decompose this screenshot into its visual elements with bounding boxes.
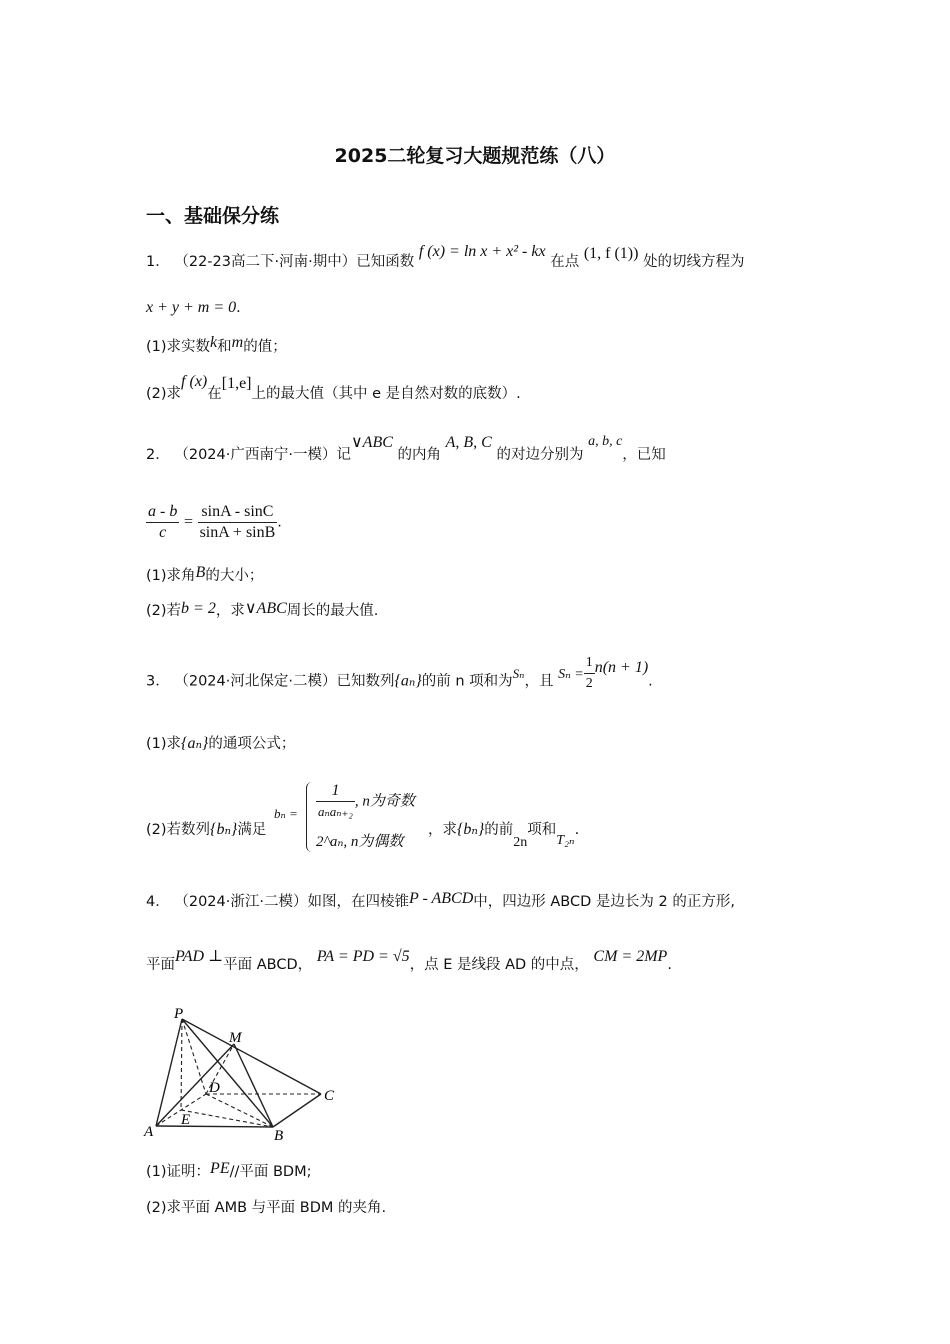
q1-part1-and: 和 <box>217 339 232 355</box>
q2-part2-text: (2)若 <box>146 603 182 619</box>
edge-PB <box>182 1019 273 1127</box>
q4-source: （2024·浙江·二模）如图，在四棱锥 <box>174 894 409 910</box>
q3-half-num: 1 <box>584 653 595 674</box>
q1-part1 <box>146 334 287 357</box>
q3-seq-b2: {bₙ} <box>457 821 485 838</box>
q3-period: . <box>648 673 653 690</box>
q2-sides: a, b, c <box>588 434 623 449</box>
q3-part1-end: 的通项公式； <box>208 736 296 752</box>
edge-PA <box>156 1019 182 1126</box>
q3-half <box>584 653 595 694</box>
edge-DB <box>206 1094 273 1127</box>
q4-part1 <box>146 1162 311 1182</box>
q2-source: （2024·广西南宁·一模）记 <box>174 447 351 463</box>
q3-satisfies: 满足 <box>237 822 267 838</box>
q2-part1 <box>146 566 263 586</box>
label-B: B <box>274 1128 284 1144</box>
q1-part2-text: (2)求 <box>146 386 182 402</box>
q2-right-num: sinA - sinC <box>198 502 278 523</box>
q4-plane-ABCD: 平面 ABCD， <box>223 957 313 973</box>
q4-plane: 平面 <box>146 957 175 973</box>
q3-part2-text: (2)若数列 <box>146 822 211 838</box>
q2-formula <box>146 502 282 543</box>
q1-stem <box>146 243 745 272</box>
q3-part2 <box>146 820 266 840</box>
q2-left-num: a - b <box>146 502 179 523</box>
q1-part2-end: 上的最大值（其中 e 是自然对数的底数）. <box>251 386 521 402</box>
q3-first: 的前 <box>484 822 514 838</box>
q3-stem <box>146 655 653 702</box>
q4-part1-end: //平面 BDM; <box>229 1164 312 1180</box>
q2-left-den: c <box>159 524 167 541</box>
q4-PA-PD: PA = PD = √5 <box>316 948 410 965</box>
q3-ask: ，求 <box>428 822 457 838</box>
q2-mid1: 的内角 <box>397 447 442 463</box>
q1-tail-text: 处的切线方程为 <box>643 254 745 270</box>
q4-PE: PE <box>210 1160 230 1177</box>
q3-Sn-lhs: Sₙ = <box>558 666 584 682</box>
q4-line2 <box>146 948 672 975</box>
q2-right-fraction <box>198 502 278 543</box>
edge-EB <box>181 1110 273 1127</box>
q3-case1-cond: , n为奇数 <box>354 793 415 810</box>
q3-case1-num: 1 <box>316 781 355 802</box>
q3-part2-tail <box>428 820 580 850</box>
label-C: C <box>324 1088 335 1104</box>
label-P: P <box>174 1006 184 1022</box>
q1-line-eq <box>146 298 241 318</box>
q4-period: . <box>667 957 672 973</box>
q3-source: （2024·河北保定·二模）已知数列 <box>174 673 395 690</box>
q4-pyramid-figure <box>140 1000 350 1150</box>
label-M: M <box>229 1030 242 1046</box>
q1-point: (1, f (1)) <box>583 245 639 262</box>
q3-Sn: Sₙ <box>512 665 525 681</box>
q1-var-m: m <box>231 334 244 351</box>
q1-part2-on: 在 <box>207 386 222 402</box>
q1-part2 <box>146 373 521 404</box>
edge-BC <box>273 1094 321 1127</box>
q3-Sn-rhs: n(n + 1) <box>594 658 649 676</box>
edge-MA <box>156 1044 234 1126</box>
q3-case1-den: aₙaₙ₊₂ <box>318 804 353 819</box>
q2-stem <box>146 434 666 466</box>
q3-part1-seq: {aₙ} <box>181 735 209 752</box>
q4-part1-text: (1)证明： <box>146 1164 211 1180</box>
q3-case1-fraction <box>316 781 355 822</box>
q3-T2n: T₂ₙ <box>556 833 575 848</box>
q3-part1-text: (1)求 <box>146 736 182 752</box>
q1-mid-text: 在点 <box>550 254 580 270</box>
q4-line1: 中，四边形 ABCD 是边长为 2 的正方形, <box>473 894 735 910</box>
q2-angles: A, B, C <box>445 434 492 451</box>
q2-number: 2． <box>146 447 170 463</box>
q4-pyramid: P - ABCD <box>408 890 474 907</box>
q4-CM-2MP: CM = 2MP <box>593 948 668 965</box>
edge-AB <box>156 1126 273 1127</box>
q3-seq-a: {aₙ} <box>394 672 422 690</box>
edge-PE <box>181 1019 182 1110</box>
q4-number: 4． <box>146 894 170 910</box>
label-E: E <box>181 1112 191 1128</box>
q3-case1 <box>316 781 415 822</box>
q3-part2-period: . <box>574 822 580 838</box>
q1-var-k: k <box>210 334 218 351</box>
q1-number: 1． <box>146 254 170 270</box>
q2-part1-text: (1)求角 <box>146 568 196 584</box>
q2-angle-B: B <box>195 564 206 581</box>
q3-bn-lhs: bₙ = <box>274 806 298 821</box>
label-A: A <box>144 1124 154 1140</box>
q2-left-fraction <box>146 502 179 543</box>
q2-part2 <box>146 601 378 621</box>
q1-source: （22-23高二下·河南·期中）已知函数 <box>174 254 415 270</box>
q1-period: . <box>236 300 241 316</box>
q3-mid2: ，且 <box>524 673 554 690</box>
q3-2n: 2n <box>513 835 528 850</box>
q4-stem <box>146 892 735 912</box>
q3-part1 <box>146 734 295 754</box>
page-title: 2025二轮复习大题规范练（八） <box>334 145 616 167</box>
q4-PAD-perp: PAD ⊥ <box>175 948 224 965</box>
q1-function: f (x) = ln x + x² - kx <box>418 243 546 260</box>
section-heading: 一、基础保分练 <box>146 205 280 227</box>
q2-part2-ask: ，求 <box>215 603 245 619</box>
q2-period: . <box>277 514 282 531</box>
q3-half-den: 2 <box>585 676 593 691</box>
q2-right-den: sinA + sinB <box>199 524 276 541</box>
q3-number: 3． <box>146 673 170 690</box>
q2-part2-triangle: ∨ABC <box>244 600 287 617</box>
q1-part1-text: (1)求实数 <box>146 339 211 355</box>
q2-part1-end: 的大小； <box>205 568 264 584</box>
q3-case2: 2^aₙ, n为偶数 <box>316 834 404 850</box>
q1-part1-end: 的值； <box>243 339 287 355</box>
label-D: D <box>209 1080 220 1096</box>
q4-part2: (2)求平面 AMB 与平面 BDM 的夹角. <box>146 1200 387 1216</box>
q2-triangle: ∨ABC <box>350 434 393 451</box>
q1-tangent-equation: x + y + m = 0 <box>146 299 237 316</box>
q2-tail: ，已知 <box>622 447 666 463</box>
q2-part2-end: 周长的最大值. <box>286 603 379 619</box>
q2-mid2: 的对边分别为 <box>496 447 584 463</box>
edge-MB <box>234 1044 273 1127</box>
q1-part2-func: f (x) <box>181 373 208 390</box>
q3-seq-b: {bₙ} <box>210 821 238 838</box>
q3-mid1: 的前 n 项和为 <box>421 673 513 690</box>
q4-E-mid: ，点 E 是线段 AD 的中点， <box>409 957 589 973</box>
q1-interval: [1,e] <box>221 375 252 392</box>
q2-b-value: b = 2 <box>181 600 216 617</box>
q2-equals: = <box>183 513 193 531</box>
q3-sum-of: 项和 <box>527 822 557 838</box>
